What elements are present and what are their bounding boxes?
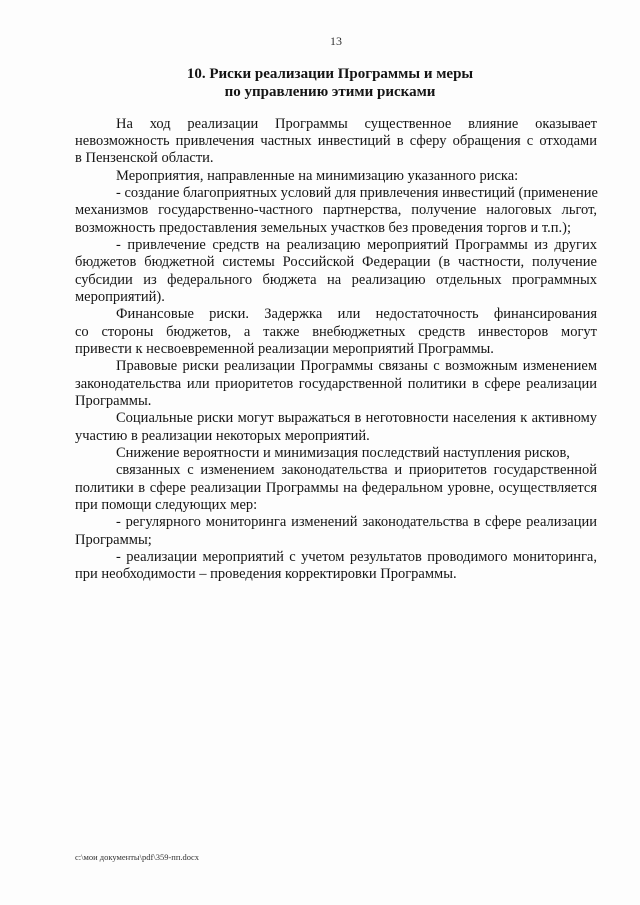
- text-line: со стороны бюджетов, а также внебюджетных средств инвесторов могут: [75, 323, 597, 340]
- text-line: при необходимости – проведения корректировки Программы.: [75, 566, 457, 583]
- section-title: [75, 65, 585, 101]
- text-line: Мероприятия, направленные на минимизацию указанного риска:: [116, 167, 519, 184]
- text-line: - создание благоприятных условий для привлечения инвестиций (применение: [116, 184, 598, 201]
- text-line: при помощи следующих мер:: [75, 497, 258, 514]
- text-line: Правовые риски реализации Программы связаны с возможным изменением: [116, 358, 597, 375]
- paragraph-risk-minimization: [75, 445, 597, 462]
- text-line: Снижение вероятности и минимизация последствий наступления рисков,: [116, 445, 570, 462]
- paragraph-risk-minimization-continued: [75, 462, 597, 514]
- list-item-monitoring: [75, 514, 597, 549]
- file-path-footer: c:\мои документы\pdf\359-пп.docx: [75, 852, 200, 862]
- text-line: бюджетов бюджетной системы Российской Федерации (в частности, получение: [75, 254, 597, 271]
- text-line: законодательства или приоритетов государственной политики в сфере реализации: [75, 375, 597, 392]
- text-line: связанных с изменением законодательства и приоритетов государственной: [116, 462, 597, 479]
- section-title-line: 10. Риски реализации Программы и меры: [186, 65, 474, 82]
- paragraph-legal-risks: [75, 358, 597, 410]
- paragraph-social-risks: [75, 410, 597, 445]
- paragraph-measures-intro: [75, 168, 597, 185]
- text-line: - регулярного мониторинга изменений законодательства в сфере реализации: [116, 514, 597, 531]
- text-line: На ход реализации Программы существенное влияние оказывает: [116, 115, 597, 132]
- paragraph-main-risk: [75, 116, 597, 168]
- text-line: Программы;: [75, 531, 152, 548]
- document-body: [75, 116, 597, 584]
- text-line: Социальные риски могут выражаться в неготовности населения к активному: [116, 410, 597, 427]
- text-line: привести к несвоевременной реализации мероприятий Программы.: [75, 340, 494, 357]
- text-line: субсидии из федерального бюджета на реализацию отдельных программных: [75, 271, 597, 288]
- text-line: мероприятий).: [75, 288, 165, 305]
- list-item-adjustment: [75, 549, 597, 584]
- text-line: - реализации мероприятий с учетом результатов проводимого мониторинга,: [116, 549, 597, 566]
- text-line: политики в сфере реализации Программы на федеральном уровне, осуществляется: [75, 479, 597, 496]
- section-title-line: по управлению этими рисками: [224, 83, 436, 100]
- text-line: в Пензенской области.: [75, 150, 214, 167]
- page-number: 13: [330, 34, 342, 48]
- text-line: механизмов государственно-частного партнерства, получение налоговых льгот,: [75, 202, 597, 219]
- text-line: невозможность привлечения частных инвестиций в сферу обращения с отходами: [75, 132, 597, 149]
- list-item-budget-funding: [75, 237, 597, 306]
- text-line: - привлечение средств на реализацию мероприятий Программы из других: [116, 236, 597, 253]
- text-line: Программы.: [75, 393, 152, 409]
- text-line: участию в реализации некоторых мероприятий.: [75, 427, 370, 444]
- text-line: Финансовые риски. Задержка или недостаточность финансирования: [116, 306, 597, 323]
- paragraph-financial-risks: [75, 306, 597, 358]
- list-item-investment-conditions: [75, 185, 597, 237]
- text-line: возможность предоставления земельных участков без проведения торгов и т.п.);: [75, 219, 572, 236]
